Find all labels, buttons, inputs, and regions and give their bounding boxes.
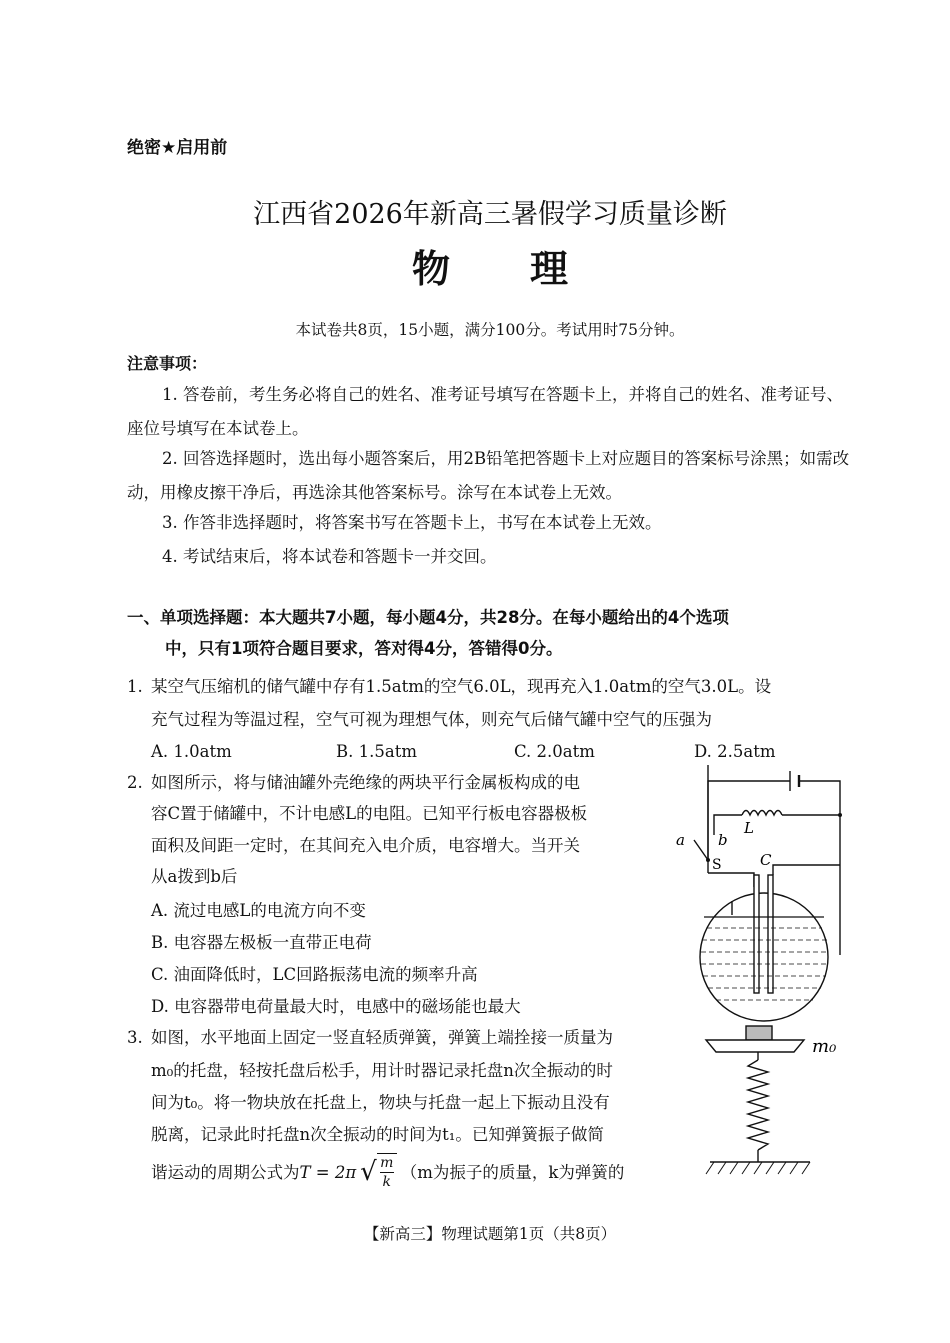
- label-m0: m₀: [812, 1036, 837, 1057]
- label-b: b: [718, 831, 728, 849]
- notice-item-2: 2. 回答选择题时，选出每小题答案后，用2B铅笔把答题卡上对应题目的答案标号涂黑；如需改动，用橡皮擦干净后，再选涂其他答案标号。涂写在本试卷上无效。: [127, 449, 850, 502]
- section-line-2: 中，只有1项符合题目要求，答对得4分，答错得0分。: [165, 639, 563, 658]
- question-2-line-2: 容C置于储罐中，不计电感L的电阻。已知平行板电容器极板: [151, 804, 588, 823]
- page-footer: 【新高三】物理试题第1页（共8页）: [363, 1225, 617, 1243]
- formula-prefix: 谐运动的周期公式为: [151, 1162, 300, 1182]
- formula-denominator: k: [382, 1174, 391, 1190]
- exam-title: 江西省2026年新高三暑假学习质量诊断: [253, 199, 727, 230]
- question-2-line-3: 面积及间距一定时，在其间充入电介质，电容增大。当开关: [151, 836, 580, 855]
- notice-item-1: 1. 答卷前，考生务必将自己的姓名、准考证号填写在答题卡上，并将自己的姓名、准考证号、座位号填写在本试卷上。: [127, 385, 843, 438]
- option-b: B. 电容器左极板一直带正电荷: [151, 933, 372, 952]
- formula-sqrt: √ m k: [360, 1152, 397, 1192]
- section-line-1: 一、单项选择题：本大题共7小题，每小题4分，共28分。在每小题给出的4个选项: [127, 608, 729, 627]
- exam-info: 本试卷共8页，15小题，满分100分。考试用时75分钟。: [295, 321, 685, 339]
- question-3-line-2: m₀的托盘，轻按托盘后松手，用计时器记录托盘n次全振动的时: [151, 1061, 613, 1080]
- question-1-line-1: 某空气压缩机的储气罐中存有1.5atm的空气6.0L，现再充入1.0atm的空气3.0L。设: [151, 677, 772, 696]
- confidential-mark: 绝密★启用前: [127, 138, 228, 158]
- option-d: D. 2.5atm: [694, 742, 776, 761]
- label-l: L: [744, 819, 754, 837]
- question-3-line-4: 脱离，记录此时托盘n次全振动的时间为t₁。已知弹簧振子做简: [151, 1125, 604, 1144]
- option-b: B. 1.5atm: [336, 742, 417, 761]
- option-c: C. 油面降低时，LC回路振荡电流的频率升高: [151, 965, 478, 984]
- subject-title: 物理: [411, 246, 648, 291]
- label-a: a: [676, 831, 685, 849]
- option-a: A. 1.0atm: [151, 742, 232, 761]
- question-3-formula-line: [151, 1150, 624, 1194]
- question-number: 2.: [127, 773, 143, 792]
- notice-item-3: 3. 作答非选择题时，将答案书写在答题卡上，书写在本试卷上无效。: [162, 513, 662, 532]
- question-number: 3.: [127, 1028, 143, 1047]
- formula-numerator: m: [380, 1155, 394, 1171]
- question-number: 1.: [127, 677, 143, 696]
- formula-lhs: T = 2π: [299, 1162, 357, 1182]
- question-3-line-1: 如图，水平地面上固定一竖直轻质弹簧，弹簧上端拴接一质量为: [151, 1028, 613, 1047]
- spring-figure: [700, 1020, 850, 1185]
- option-c: C. 2.0atm: [514, 742, 595, 761]
- question-3-line-3: 间为t₀。将一物块放在托盘上，物块与托盘一起上下振动且没有: [151, 1093, 610, 1112]
- option-d: D. 电容器带电荷量最大时，电感中的磁场能也最大: [151, 997, 521, 1016]
- label-c: C: [760, 851, 772, 869]
- option-a: A. 流过电感L的电流方向不变: [151, 901, 366, 920]
- question-2-line-1: 如图所示，将与储油罐外壳绝缘的两块平行金属板构成的电: [151, 773, 580, 792]
- formula-suffix: （m为振子的质量，k为弹簧的: [400, 1162, 625, 1182]
- notice-item-4: 4. 考试结束后，将本试卷和答题卡一并交回。: [162, 547, 497, 566]
- question-1-line-2: 充气过程为等温过程，空气可视为理想气体，则充气后储气罐中空气的压强为: [151, 710, 712, 729]
- section-heading: [127, 602, 857, 664]
- notice-heading: 注意事项：: [127, 354, 208, 373]
- question-2-line-4: 从a拨到b后: [151, 867, 238, 886]
- label-s: S: [712, 857, 722, 873]
- lc-circuit-figure: [672, 765, 857, 1035]
